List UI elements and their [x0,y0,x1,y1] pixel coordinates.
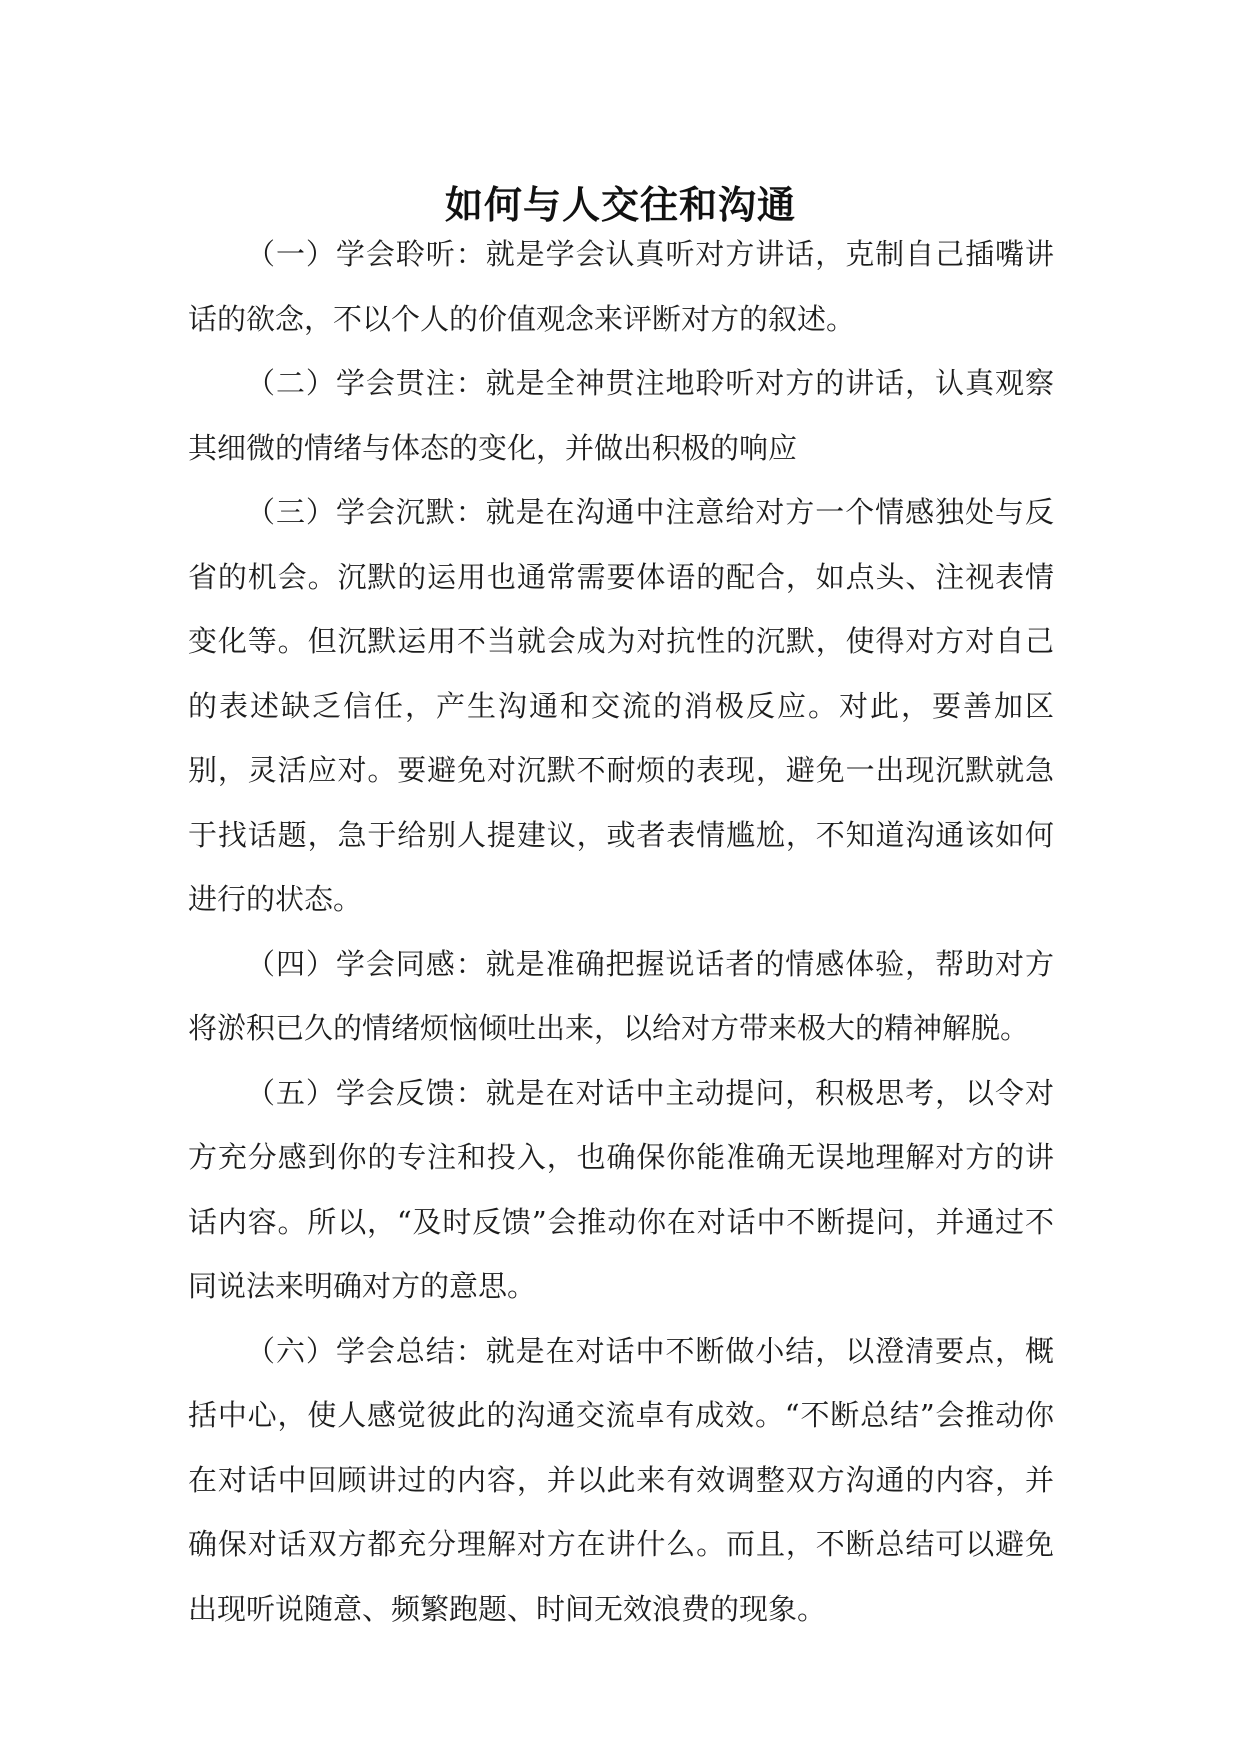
paragraph-listening: （一）学会聆听：就是学会认真听对方讲话，克制自己插嘴讲话的欲念，不以个人的价值观念来评断对方的叙述。 [188,237,1054,336]
document-title: 如何与人交往和沟通 [444,182,796,228]
paragraph-empathy: （四）学会同感：就是准确把握说话者的情感体验，帮助对方将淤积已久的情绪烦恼倾吐出来，以给对方带来极大的精神解脱。 [188,946,1054,1045]
paragraph-attention: （二）学会贯注：就是全神贯注地聆听对方的讲话，认真观察其细微的情绪与体态的变化，并做出积极的响应 [188,366,1054,465]
document-body [188,222,1054,1641]
paragraph-silence: （三）学会沉默：就是在沟通中注意给对方一个情感独处与反省的机会。沉默的运用也通常需要体语的配合，如点头、注视表情变化等。但沉默运用不当就会成为对抗性的沉默，使得对方对自己的表述缺乏信任，产生沟通和交流的消极反应。对此，要善加区别，灵活应对。要避免对沉默不耐烦的表现，避免一出现沉默就急于找话题，急于给别人提建议，或者表情尴尬，不知道沟通该如何进行的状态。 [188,495,1054,916]
paragraph-summary: （六）学会总结：就是在对话中不断做小结，以澄清要点，概括中心，使人感觉彼此的沟通交流卓有成效。“不断总结”会推动你在对话中回顾讲过的内容，并以此来有效调整双方沟通的内容，并确保对话双方都充分理解对方在讲什么。而且，不断总结可以避免出现听说随意、频繁跑题、时间无效浪费的现象。 [188,1333,1054,1626]
paragraph-feedback: （五）学会反馈：就是在对话中主动提问，积极思考，以令对方充分感到你的专注和投入，也确保你能准确无误地理解对方的讲话内容。所以，“及时反馈”会推动你在对话中不断提问，并通过不同说法来明确对方的意思。 [188,1075,1054,1303]
